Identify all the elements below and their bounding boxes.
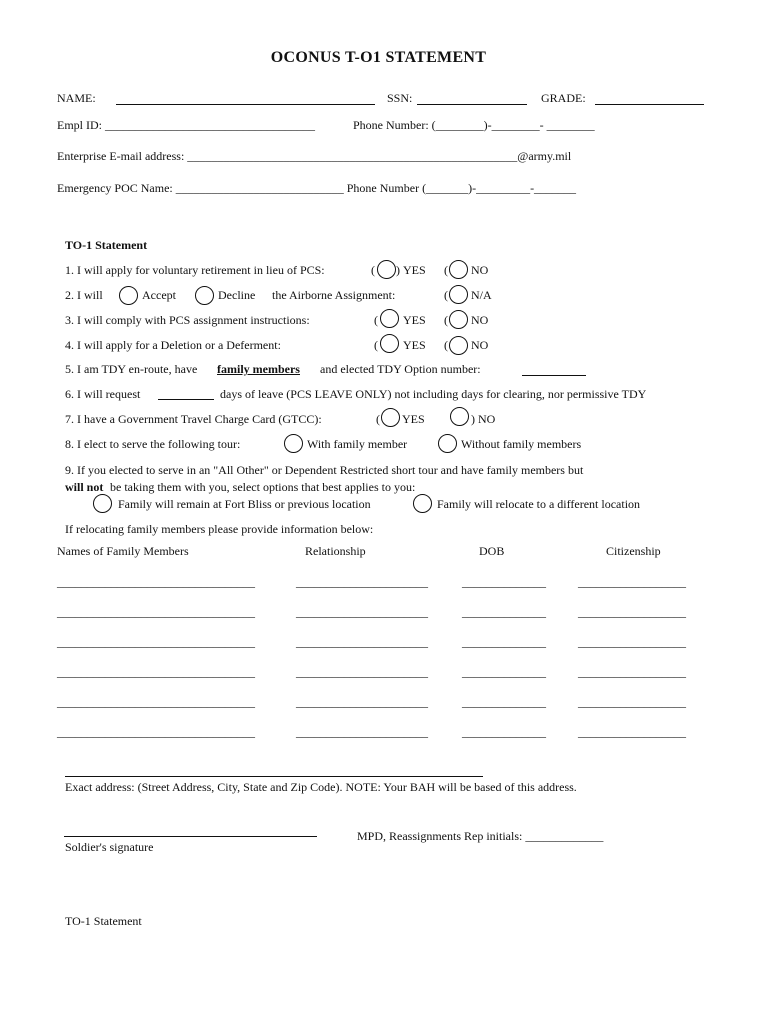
- q6-days-field[interactable]: [158, 399, 214, 400]
- dob-field[interactable]: ______________: [462, 725, 546, 739]
- q2-prefix: 2. I will: [65, 288, 103, 302]
- dob-field[interactable]: ______________: [462, 695, 546, 709]
- name-label: NAME:: [57, 91, 96, 105]
- q9-relocate-label: Family will relocate to a different location: [437, 497, 641, 511]
- dob-field[interactable]: ______________: [462, 605, 546, 619]
- q2-na-radio[interactable]: [449, 285, 468, 304]
- section-heading: TO-1 Statement: [65, 238, 148, 252]
- dob-field[interactable]: ______________: [462, 635, 546, 649]
- q8-with-radio[interactable]: [284, 434, 303, 453]
- family-name-field[interactable]: _________________________________: [57, 575, 255, 589]
- address-note: Exact address: (Street Address, City, State and Zip Code). NOTE: Your BAH will be based of this address.: [65, 780, 577, 794]
- q2-accept-radio[interactable]: [119, 286, 138, 305]
- relationship-field[interactable]: ______________________: [296, 575, 428, 589]
- exact-address-field[interactable]: [65, 776, 483, 777]
- signature-field[interactable]: [64, 836, 317, 837]
- ssn-field[interactable]: [417, 104, 527, 105]
- family-name-field[interactable]: _________________________________: [57, 665, 255, 679]
- q7-text: 7. I have a Government Travel Charge Card (GTCC):: [65, 412, 322, 426]
- q3-no-label: NO: [471, 313, 489, 327]
- q8-text: 8. I elect to serve the following tour:: [65, 437, 241, 451]
- q5-option-field[interactable]: [522, 375, 586, 376]
- q9-relocate-radio[interactable]: [413, 494, 432, 513]
- q2-decline-radio[interactable]: [195, 286, 214, 305]
- q4-no-label: NO: [471, 338, 489, 352]
- q2-na-label: N/A: [471, 288, 492, 302]
- q2-decline-label: Decline: [218, 288, 256, 302]
- family-name-field[interactable]: _________________________________: [57, 695, 255, 709]
- footer-label: TO-1 Statement: [65, 914, 142, 928]
- family-table-header-dob: DOB: [479, 544, 505, 558]
- q2-suffix: the Airborne Assignment:: [272, 288, 396, 302]
- q9-remain-label: Family will remain at Fort Bliss or previous location: [118, 497, 371, 511]
- q3-yes-radio[interactable]: [380, 309, 399, 328]
- q1-yes-radio[interactable]: [377, 260, 396, 279]
- citizenship-field[interactable]: __________________: [578, 635, 686, 649]
- q9-line2: be taking them with you, select options that best applies to you:: [110, 480, 416, 494]
- q3-no-radio[interactable]: [449, 310, 468, 329]
- relationship-field[interactable]: ______________________: [296, 665, 428, 679]
- name-field[interactable]: [116, 104, 375, 105]
- citizenship-field[interactable]: __________________: [578, 725, 686, 739]
- q1-text: 1. I will apply for voluntary retirement in lieu of PCS:: [65, 263, 325, 277]
- dob-field[interactable]: ______________: [462, 575, 546, 589]
- q4-yes-radio[interactable]: [380, 334, 399, 353]
- phone-field[interactable]: Phone Number: (________)-________- ________: [353, 118, 595, 132]
- q7-no-label: ) NO: [471, 412, 496, 426]
- q5-prefix: 5. I am TDY en-route, have: [65, 362, 198, 376]
- citizenship-field[interactable]: __________________: [578, 695, 686, 709]
- ssn-label: SSN:: [387, 91, 413, 105]
- grade-label: GRADE:: [541, 91, 586, 105]
- q9-remain-radio[interactable]: [93, 494, 112, 513]
- q7-yes-label: YES: [402, 412, 425, 426]
- q1-paren: (: [371, 263, 375, 277]
- q8-without-label: Without family members: [461, 437, 582, 451]
- q6-prefix: 6. I will request: [65, 387, 141, 401]
- q4-no-radio[interactable]: [449, 336, 468, 355]
- citizenship-field[interactable]: __________________: [578, 605, 686, 619]
- family-name-field[interactable]: _________________________________: [57, 635, 255, 649]
- family-table-header-citizenship: Citizenship: [606, 544, 661, 558]
- family-table-header-relationship: Relationship: [305, 544, 366, 558]
- q5-family-members: family members: [217, 362, 300, 376]
- q1-no-label: NO: [471, 263, 489, 277]
- q9-line1: 9. If you elected to serve in an "All Other" or Dependent Restricted short tour and have family members but: [65, 463, 584, 477]
- page-title: OCONUS T-O1 STATEMENT: [270, 49, 487, 66]
- q2-accept-label: Accept: [142, 288, 176, 302]
- q4-text: 4. I will apply for a Deletion or a Deferment:: [65, 338, 281, 352]
- citizenship-field[interactable]: __________________: [578, 665, 686, 679]
- mpd-initials-field[interactable]: MPD, Reassignments Rep initials: _____________: [357, 829, 604, 843]
- q4-yes-label: YES: [403, 338, 426, 352]
- dob-field[interactable]: ______________: [462, 665, 546, 679]
- family-name-field[interactable]: _________________________________: [57, 605, 255, 619]
- q1-no-radio[interactable]: [449, 260, 468, 279]
- q7-yes-radio[interactable]: [381, 408, 400, 427]
- family-name-field[interactable]: _________________________________: [57, 725, 255, 739]
- signature-label: Soldier's signature: [65, 840, 154, 854]
- email-field[interactable]: Enterprise E-mail address: _______________________________________________________@army.mil: [57, 149, 572, 163]
- relationship-field[interactable]: ______________________: [296, 695, 428, 709]
- emergency-poc-field[interactable]: Emergency POC Name: ____________________________ Phone Number (_______)-_________-_______: [57, 181, 577, 195]
- relationship-field[interactable]: ______________________: [296, 635, 428, 649]
- grade-field[interactable]: [595, 104, 704, 105]
- q3-text: 3. I will comply with PCS assignment instructions:: [65, 313, 310, 327]
- q8-without-radio[interactable]: [438, 434, 457, 453]
- q5-suffix: and elected TDY Option number:: [320, 362, 481, 376]
- q1-yes-label: ) YES: [396, 263, 426, 277]
- relationship-field[interactable]: ______________________: [296, 605, 428, 619]
- q3-yes-label: YES: [403, 313, 426, 327]
- q6-suffix: days of leave (PCS LEAVE ONLY) not including days for clearing, nor permissive TDY: [220, 387, 647, 401]
- citizenship-field[interactable]: __________________: [578, 575, 686, 589]
- q9-will-not: will not: [65, 480, 104, 494]
- empl-id-field[interactable]: Empl ID: ___________________________________: [57, 118, 315, 132]
- family-table-header-names: Names of Family Members: [57, 544, 189, 558]
- q8-with-label: With family member: [307, 437, 408, 451]
- q7-no-radio[interactable]: [450, 407, 469, 426]
- relocating-note: If relocating family members please provide information below:: [65, 522, 374, 536]
- relationship-field[interactable]: ______________________: [296, 725, 428, 739]
